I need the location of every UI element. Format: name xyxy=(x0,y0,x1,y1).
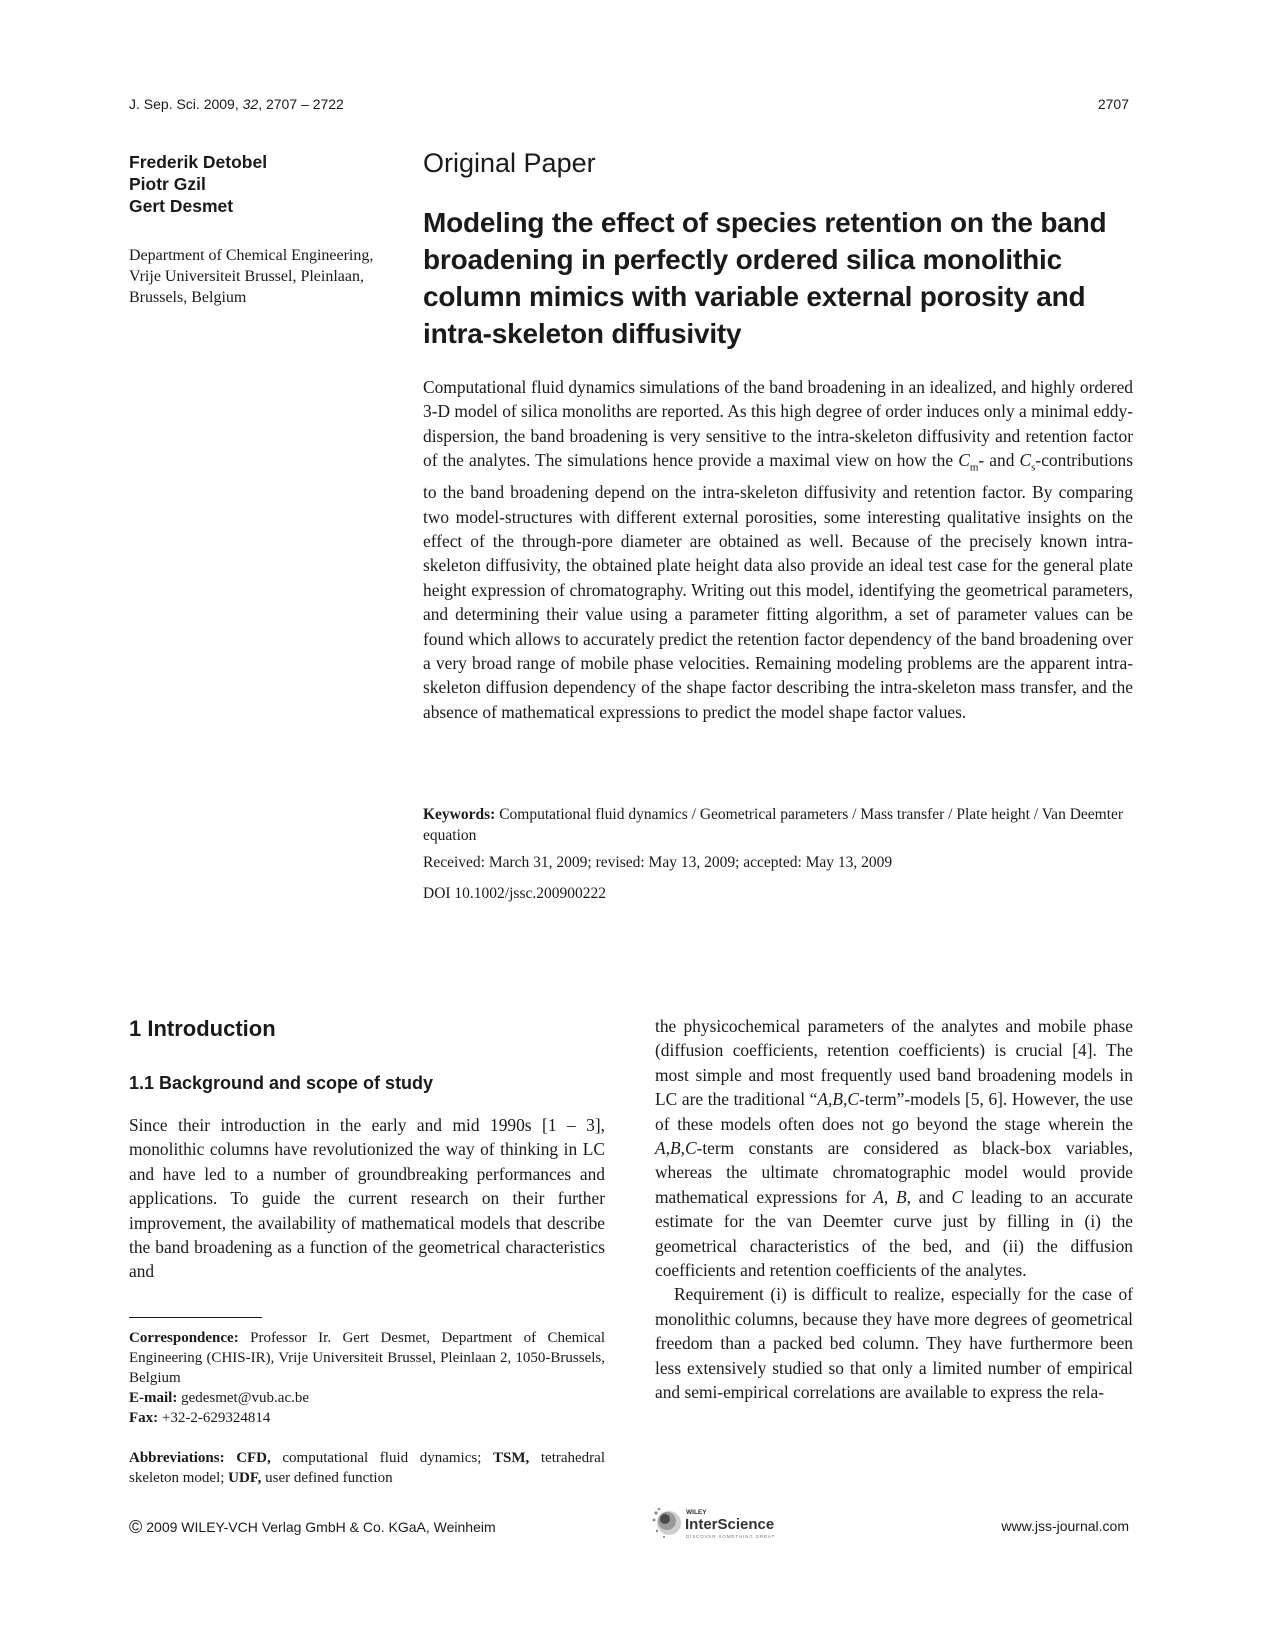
subscript-s: s xyxy=(1031,461,1036,474)
section-heading: 1 Introduction xyxy=(129,1016,276,1041)
body-text: , and xyxy=(906,1186,952,1207)
wiley-interscience-logo xyxy=(652,1504,792,1542)
body-column-right xyxy=(655,1014,1133,1405)
copyright-text: 2009 WILEY-VCH Verlag GmbH & Co. KGaA, Weinheim xyxy=(146,1519,496,1535)
abbrev-definition: computational fluid dynamics; xyxy=(270,1450,493,1466)
correspondence-label: Correspondence: xyxy=(129,1330,239,1346)
keywords xyxy=(423,805,1133,846)
term-c: C xyxy=(951,1186,964,1207)
author-name: Frederik Detobel xyxy=(129,152,268,172)
globe-icon xyxy=(653,1508,681,1538)
subsection-heading: 1.1 Background and scope of study xyxy=(129,1073,434,1093)
logo-publisher: WILEY xyxy=(686,1509,707,1516)
body-paragraph: Requirement (i) is difficult to realize, especially for the case of monolithic columns, because they have more degrees of geometrical freedom than a packed bed column. They have furthermore been less extensively studied so that only a limited number of empirical and semi-empirical correlations are available to express the rela- xyxy=(655,1284,1133,1403)
abbrev-definition: tetrahedral skeleton model; xyxy=(129,1450,605,1486)
journal-name: J. Sep. Sci. 2009, xyxy=(129,96,243,112)
author-list xyxy=(129,151,267,217)
copyright-symbol: © xyxy=(129,1517,143,1537)
journal-url[interactable]: www.jss-journal.com xyxy=(1001,1518,1129,1534)
keywords-text: Computational fluid dynamics / Geometrical parameters / Mass transfer / Plate height / Van Deemter equation xyxy=(423,806,1124,844)
affiliation: Department of Chemical Engineering, Vrije Universiteit Brussel, Pleinlaan, Brussels, Belgium xyxy=(129,247,374,306)
correspondence-line xyxy=(129,1328,605,1388)
abbrev-term: CFD, xyxy=(224,1450,271,1466)
body-column-left: Since their introduction in the early and mid 1990s [1 – 3], monolithic columns have revolutionized the way of thinking in LC and have led to a number of groundbreaking performances and applications. To guide the current research on their further improvement, the availability of mathematical models that describe the band broadening as a function of the geometrical characteristics and xyxy=(129,1115,605,1282)
running-header-journal xyxy=(129,96,344,112)
term-a: A xyxy=(873,1186,884,1207)
footnote-divider xyxy=(129,1317,262,1318)
logo-tagline: DISCOVER SOMETHING GREAT xyxy=(686,1534,776,1539)
abbreviations-label: Abbreviations: xyxy=(129,1450,225,1466)
abbrev-term: UDF, xyxy=(228,1470,262,1486)
symbol-c: C xyxy=(1019,450,1032,471)
journal-pages: , 2707 – 2722 xyxy=(258,96,344,112)
paper-title: Modeling the effect of species retention on the band broadening in perfectly ordered silica monolithic column mimics with variable external porosity and intra-skeleton diffusivity xyxy=(423,207,1107,349)
keywords-label: Keywords: xyxy=(423,806,496,823)
email-label: E-mail: xyxy=(129,1390,178,1406)
email-address: gedesmet@vub.ac.be xyxy=(177,1390,310,1406)
doi: DOI 10.1002/jssc.200900222 xyxy=(423,885,606,902)
abbrev-definition: user defined function xyxy=(261,1470,393,1486)
subscript-m: m xyxy=(969,461,979,474)
abstract-text: -contributions to the band broadening depend on the intra-skeleton diffusivity and retention factor. By comparing two model-structures with different external porosities, some interesting qualitative insights on the effect of the through-pore diameter are obtained as well. Because of the precisely known intra-skeleton diffusivity, the obtained plate height data also provide an ideal test case for the general plate height expression of chromatography. Writing out this model, identifying the geometrical parameters, and determining their value using a parameter fitting algorithm, a set of parameter values can be found which allows to accurately predict the retention factor dependency of the band broadening over a very broad range of mobile phase velocities. Remaining modeling problems are the apparent intra-skeleton diffusion dependency of the shape factor describing the intra-skeleton mass transfer, and the absence of mathematical expressions to predict the model shape factor values. xyxy=(423,450,1133,722)
body-text: leading to an accurate estimate for the van Deemter curve just by filling in (i) the geometrical characteristics of the bed, and (ii) the diffusion coefficients and retention coefficients of the analytes. xyxy=(655,1186,1134,1281)
term-b: B xyxy=(895,1186,907,1207)
logo-wordmark: InterScience xyxy=(685,1516,775,1533)
body-text: , xyxy=(883,1186,896,1207)
abbrev-term: TSM, xyxy=(493,1450,530,1466)
abstract-text: - and xyxy=(978,450,1020,471)
correspondence-text: Professor Ir. Gert Desmet, Department of Chemical Engineering (CHIS-IR), Vrije Universiteit Brussel, Pleinlaan 2, 1050-Brussels, Belgium xyxy=(129,1330,605,1386)
email-line xyxy=(129,1388,605,1408)
term-abc: A,B,C xyxy=(817,1089,859,1110)
abstract-text: Computational fluid dynamics simulations of the band broadening in an idealized, and highly ordered 3-D model of silica monoliths are reported. As this high degree of order induces only a minimal eddy-dispersion, the band broadening is very sensitive to the intra-skeleton diffusivity and retention factor of the analytes. The simulations hence provide a maximal view on how the xyxy=(423,377,1133,471)
term-abc: A,B,C xyxy=(655,1138,697,1159)
fax-number: +32-2-629324814 xyxy=(158,1410,271,1426)
journal-volume: 32 xyxy=(242,96,259,112)
abstract xyxy=(423,375,1133,724)
author-name: Piotr Gzil xyxy=(129,174,206,194)
article-type: Original Paper xyxy=(423,148,596,178)
body-text: -term”-models [5, 6]. However, the use of these models often does not go beyond the stage wherein the xyxy=(655,1089,1133,1134)
author-name: Gert Desmet xyxy=(129,196,234,216)
body-paragraph xyxy=(655,1014,1133,1282)
received-dates: Received: March 31, 2009; revised: May 13, 2009; accepted: May 13, 2009 xyxy=(423,854,893,871)
copyright-notice xyxy=(129,1516,496,1537)
symbol-c: C xyxy=(958,450,970,471)
fax-label: Fax: xyxy=(129,1410,159,1426)
abbreviations-footnote xyxy=(129,1448,605,1488)
fax-line xyxy=(129,1408,605,1428)
correspondence-footnote xyxy=(129,1328,605,1428)
page-number: 2707 xyxy=(1097,96,1129,112)
logo-graphic xyxy=(652,1504,792,1542)
body-text: the physicochemical parameters of the analytes and mobile phase (diffusion coefficients, retention coefficients) is crucial [4]. The most simple and most frequently used band broadening models in LC are the traditional “ xyxy=(655,1016,1133,1110)
body-text: -term constants are considered as black-box variables, whereas the ultimate chromatographic model would provide mathematical expressions for xyxy=(655,1138,1133,1207)
